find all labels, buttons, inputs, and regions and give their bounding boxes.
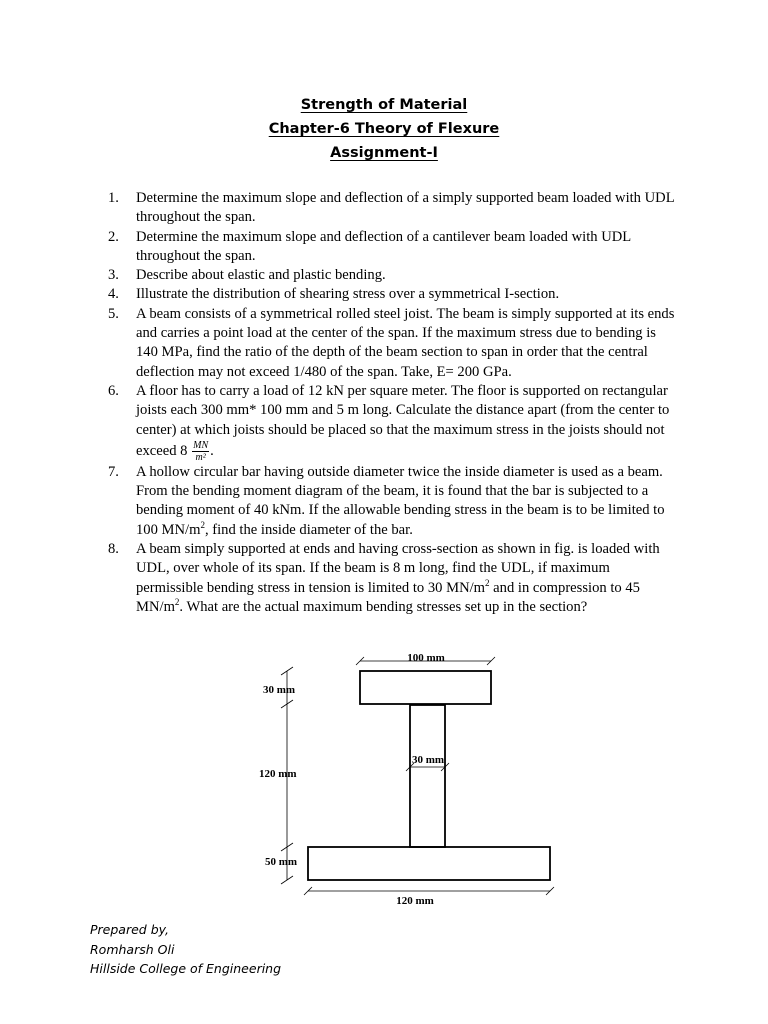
subject-title: Strength of Material — [300, 97, 468, 113]
question-5 — [108, 305, 678, 382]
question-number: 3. — [108, 267, 119, 284]
question-number: 7. — [108, 463, 119, 480]
superscript: 2 — [174, 597, 180, 608]
question-text: Describe about elastic and plastic bending. — [136, 267, 386, 284]
top-flange — [360, 671, 491, 704]
question-text: Determine the maximum slope and deflection of a cantilever beam loaded with UDL throughout the span. — [136, 228, 631, 264]
bottom-width-label: 120 mm — [396, 895, 434, 907]
i-section-figure — [250, 645, 570, 915]
institution-name: Hillside College of Engineering — [90, 961, 282, 976]
question-7 — [108, 463, 678, 540]
question-number: 5. — [108, 305, 119, 322]
question-3 — [108, 266, 678, 285]
bottom-depth-label: 50 mm — [265, 856, 298, 868]
prepared-by: Prepared by, — [90, 922, 170, 937]
bottom-flange — [308, 847, 550, 880]
question-text: A beam simply supported at ends and having cross-section as shown in fig. is loaded with UDL, over whole of its span. If the beam is 8 m long, find the UDL, if maximum permissible bending stress in tension is limited to 30 MN/m — [136, 541, 660, 596]
stress-fraction — [192, 440, 209, 463]
top-depth-label: 30 mm — [263, 684, 296, 696]
question-text-cont: and in compression to 45 MN/m — [136, 579, 640, 615]
fraction-denominator: m² — [195, 451, 206, 463]
question-number: 1. — [108, 190, 119, 206]
web — [410, 705, 445, 847]
top-width-label: 100 mm — [407, 652, 445, 664]
superscript: 2 — [485, 577, 490, 588]
question-6 — [108, 382, 678, 463]
chapter-title: Chapter-6 Theory of Flexure — [268, 121, 500, 137]
web-width-label: 30 mm — [412, 754, 445, 766]
question-text: Illustrate the distribution of shearing stress over a symmetrical I-section. — [136, 286, 560, 303]
web-depth-label: 120 mm — [259, 768, 297, 780]
question-text: A beam consists of a symmetrical rolled steel joist. The beam is simply supported at its ends and carries a point load at the center of the span. If the maximum stress due to bending is 140 MPa, find the ratio of the depth of the beam section to span in order that the central deflection may not exceed 1/480 of the span. Take, E= 200 GPa. — [136, 305, 675, 380]
question-8 — [108, 540, 678, 617]
fraction-numerator: MN — [193, 439, 209, 451]
question-text-end: . What are the actual maximum bending stresses set up in the section? — [179, 598, 588, 615]
superscript: 2 — [200, 519, 205, 530]
question-number: 6. — [108, 382, 119, 399]
question-tail: . — [210, 442, 214, 459]
question-number: 8. — [108, 541, 119, 558]
question-number: 2. — [108, 228, 119, 245]
question-1 — [108, 189, 678, 228]
question-2 — [108, 228, 678, 267]
question-text: A floor has to carry a load of 12 kN per square meter. The floor is supported on rectangular joists each 300 mm* 100 mm and 5 m long. Calculate the distance apart (from the center to center) at which joists should be placed so that the maximum stress in the joists should not exceed 8 — [136, 382, 670, 459]
title-block — [0, 93, 768, 165]
author-name: Romharsh Oli — [90, 941, 175, 957]
footer-credits — [90, 920, 281, 979]
assignment-title: Assignment-I — [330, 145, 438, 161]
question-4 — [108, 285, 678, 304]
question-list — [108, 189, 678, 617]
question-text: Determine the maximum slope and deflection of a simply supported beam loaded with UDL throughout the span. — [136, 190, 675, 226]
i-section-diagram — [250, 645, 570, 915]
question-text: A hollow circular bar having outside diameter twice the inside diameter is used as a beam. From the bending moment diagram of the beam, it is found that the bar is subjected to a bending moment of 40 kNm. If the allowable bending stress in the beam is to be limited to 100 MN/m — [136, 463, 665, 538]
question-text-cont: , find the inside diameter of the bar. — [204, 521, 413, 538]
question-number: 4. — [108, 286, 119, 303]
